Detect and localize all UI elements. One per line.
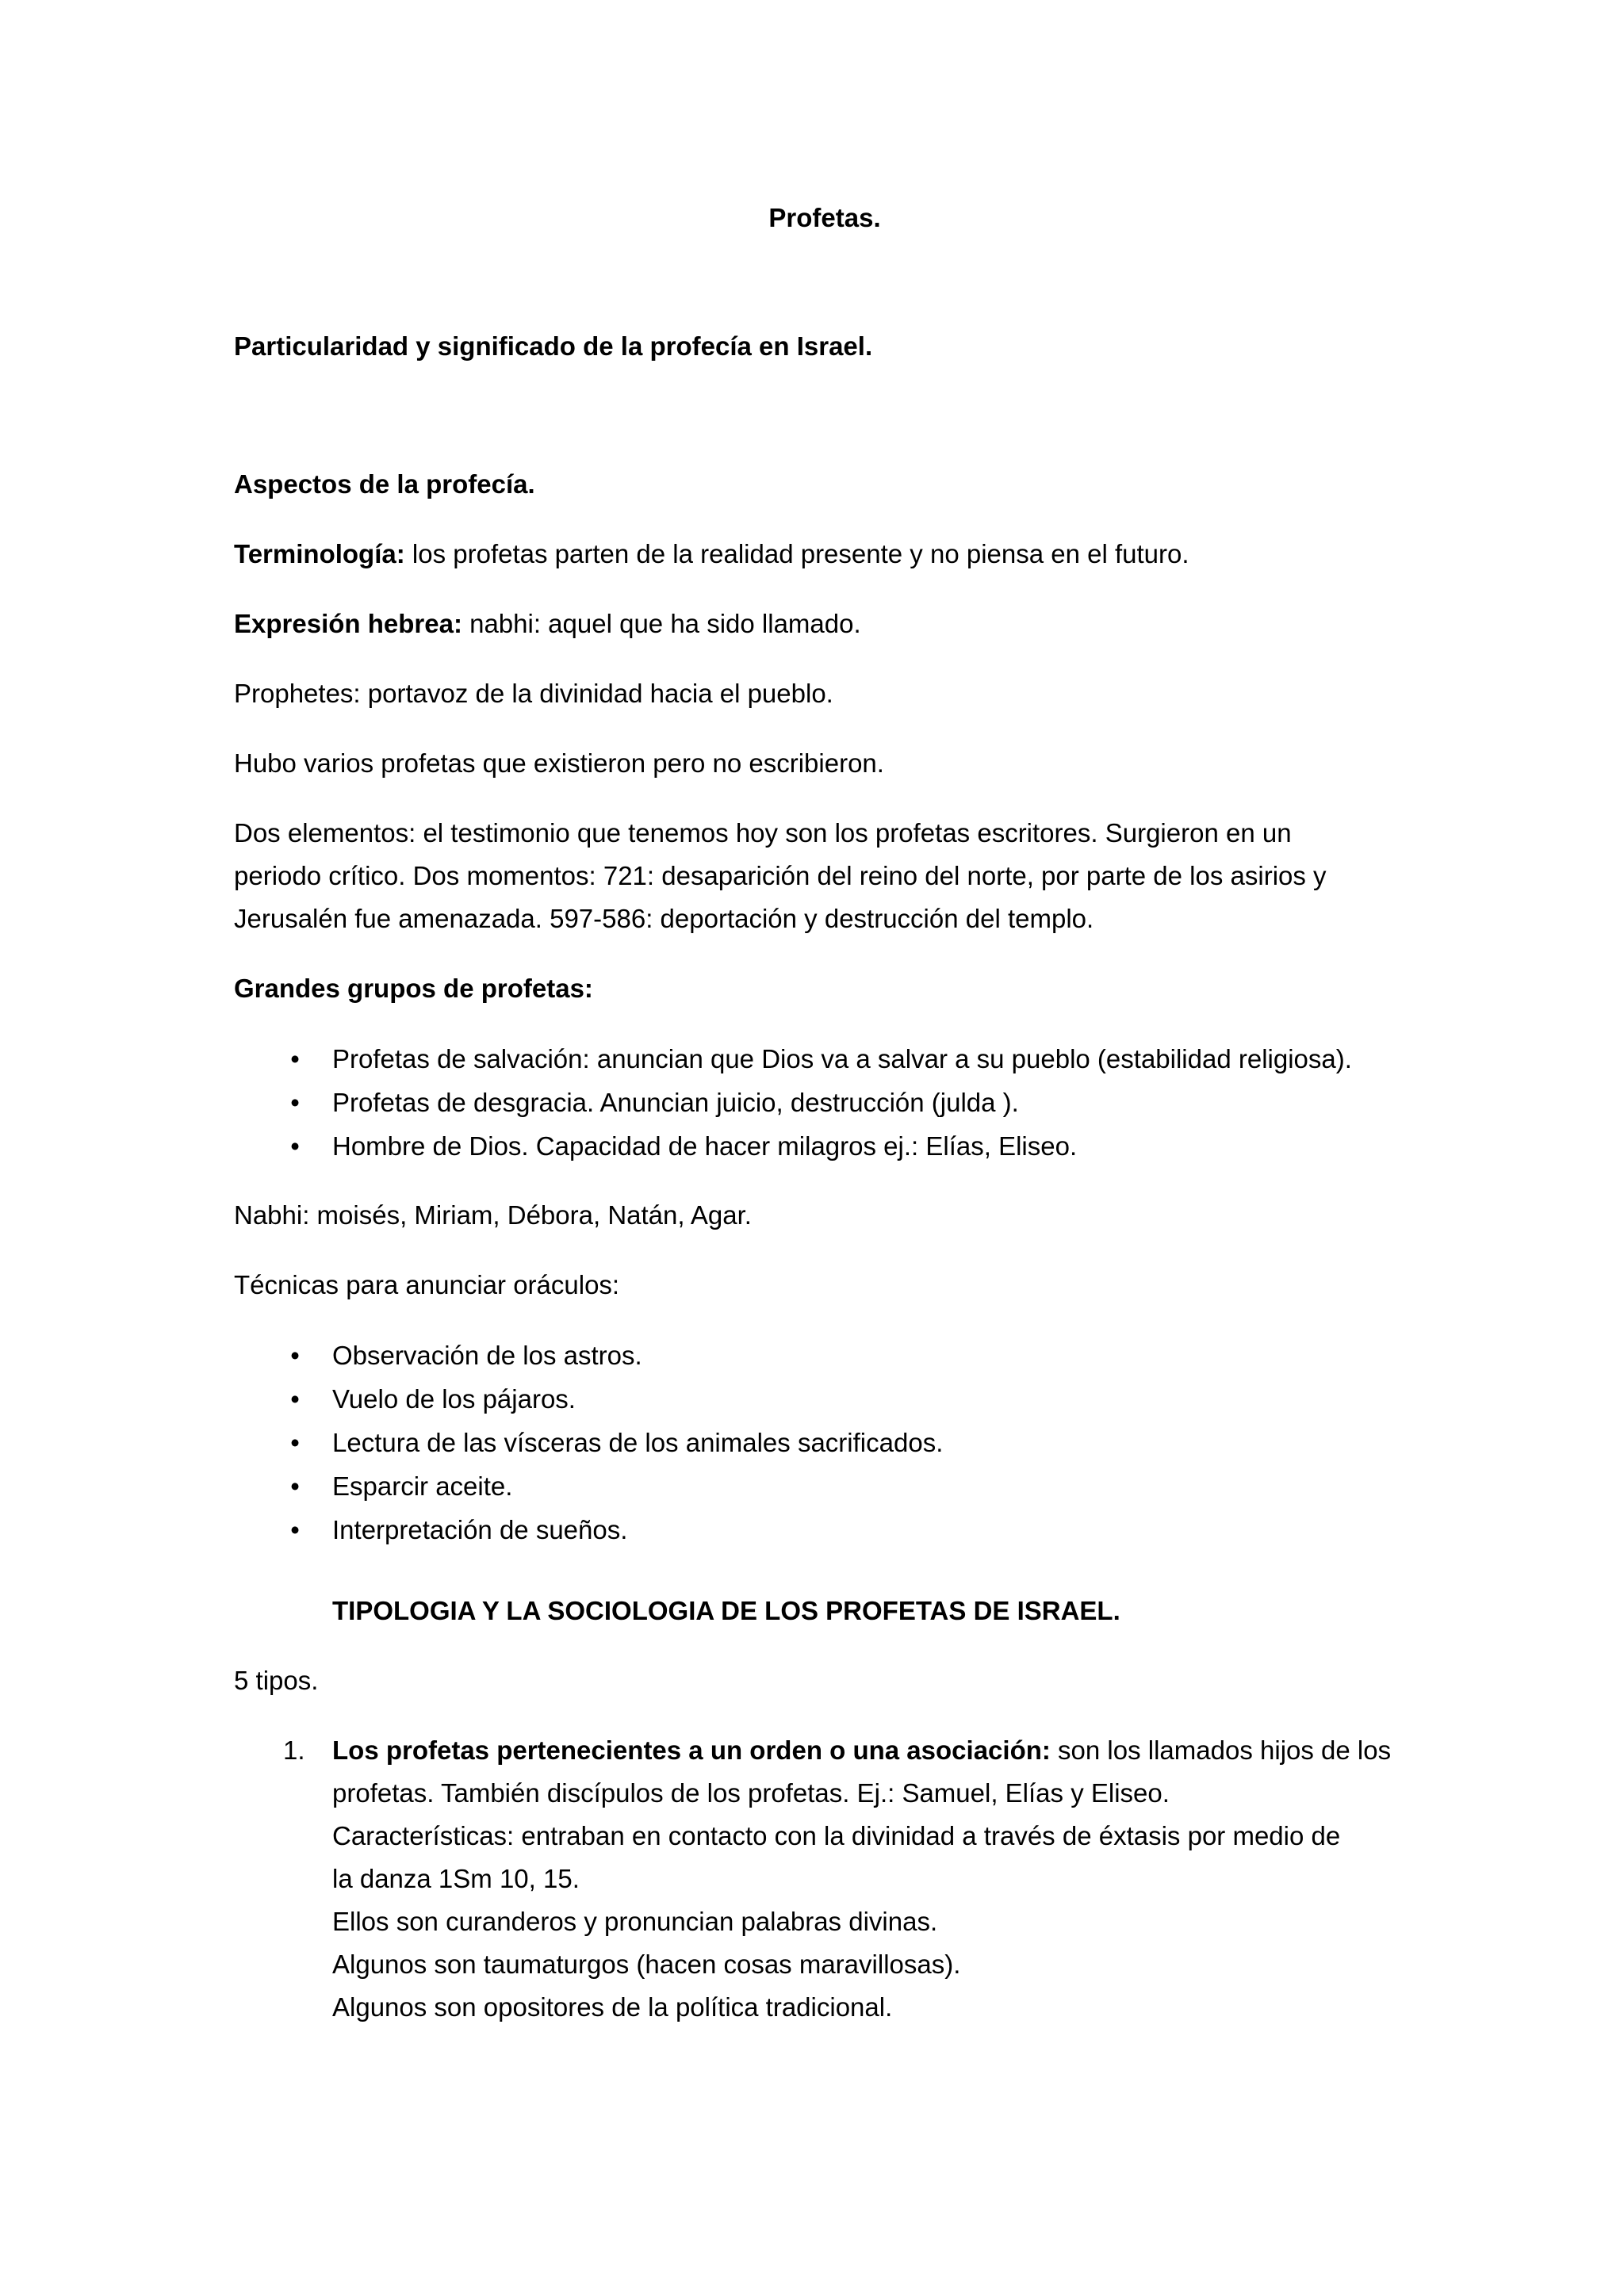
expresion-text: nabhi: aquel que ha sido llamado. [462,609,861,638]
dos-elementos-line: Dos elementos: el testimonio que tenemos hoy son los profetas escritores. Surgieron en un [234,818,1292,848]
dos-elementos-paragraph [234,812,1415,940]
terminologia-paragraph [234,533,1415,576]
list-item-line: Ellos son curanderos y pronuncian palabras divinas. [332,1907,938,1936]
dos-elementos-line: Jerusalén fue amenazada. 597-586: deportación y destrucción del templo. [234,904,1094,933]
bullet-icon: • [290,1044,300,1073]
hubo-paragraph: Hubo varios profetas que existieron pero no escribieron. [234,748,884,778]
list-item [234,1421,1415,1464]
expresion-label: Expresión hebrea: [234,609,462,638]
list-item-line: profetas. También discípulos de los profetas. Ej.: Samuel, Elías y Eliseo. [332,1778,1170,1808]
aspects-heading: Aspectos de la profecía. [234,469,535,499]
bullet-icon: • [290,1515,300,1544]
list-item-line: Algunos son opositores de la política tradicional. [332,1992,893,2022]
bullet-icon: • [290,1471,300,1501]
list-item [234,1081,1415,1124]
tecnicas-list [234,1334,1415,1552]
document-title: Profetas. [768,203,881,232]
terminologia-text: los profetas parten de la realidad presente y no piensa en el futuro. [404,539,1189,568]
list-item-text: Lectura de las vísceras de los animales sacrificados. [332,1428,944,1457]
tipologia-heading: TIPOLOGIA Y LA SOCIOLOGIA DE LOS PROFETAS DE ISRAEL. [332,1596,1120,1625]
document-body [234,197,1415,2029]
list-item-line: Algunos son taumaturgos (hacen cosas maravillosas). [332,1950,961,1979]
list-item-text: Interpretación de sueños. [332,1515,628,1544]
bullet-icon: • [290,1341,300,1370]
list-item [234,1508,1415,1552]
tecnicas-heading: Técnicas para anunciar oráculos: [234,1270,620,1299]
grupos-heading: Grandes grupos de profetas: [234,974,593,1003]
list-item-first-line [332,1729,1415,1772]
list-item-line: Características: entraban en contacto con la divinidad a través de éxtasis por medio de [332,1821,1341,1850]
nabhi-paragraph: Nabhi: moisés, Miriam, Débora, Natán, Agar. [234,1200,752,1230]
prophetes-paragraph: Prophetes: portavoz de la divinidad hacia el pueblo. [234,679,833,708]
bullet-icon: • [290,1088,300,1117]
grupos-list [234,1037,1415,1168]
list-item-text: Observación de los astros. [332,1341,642,1370]
list-item-text: son los llamados hijos de los [1050,1735,1392,1765]
bullet-icon: • [290,1384,300,1414]
document-subtitle: Particularidad y significado de la profecía en Israel. [234,331,873,361]
terminologia-label: Terminología: [234,539,405,568]
list-item [234,1334,1415,1377]
list-item-text: Hombre de Dios. Capacidad de hacer milagros ej.: Elías, Eliseo. [332,1131,1078,1161]
list-item [234,1729,1415,2029]
bullet-icon: • [290,1131,300,1161]
list-item-text: Profetas de desgracia. Anuncian juicio, destrucción (julda ). [332,1088,1019,1117]
list-item-text: Esparcir aceite. [332,1471,513,1501]
expresion-paragraph [234,603,1415,645]
list-item-text: Profetas de salvación: anuncian que Dios va a salvar a su pueblo (estabilidad religiosa). [332,1044,1352,1073]
list-item [234,1377,1415,1421]
bullet-icon: • [290,1428,300,1457]
list-item-line: la danza 1Sm 10, 15. [332,1864,580,1893]
list-item-label: Los profetas pertenecientes a un orden o una asociación: [332,1735,1051,1765]
list-item-number: 1. [283,1735,305,1765]
dos-elementos-line: periodo crítico. Dos momentos: 721: desaparición del reino del norte, por parte de los asirios y [234,861,1327,890]
list-item [234,1037,1415,1081]
tipos-count: 5 tipos. [234,1666,319,1695]
list-item [234,1124,1415,1168]
tipos-list [234,1729,1415,2029]
list-item [234,1464,1415,1508]
list-item-text: Vuelo de los pájaros. [332,1384,576,1414]
